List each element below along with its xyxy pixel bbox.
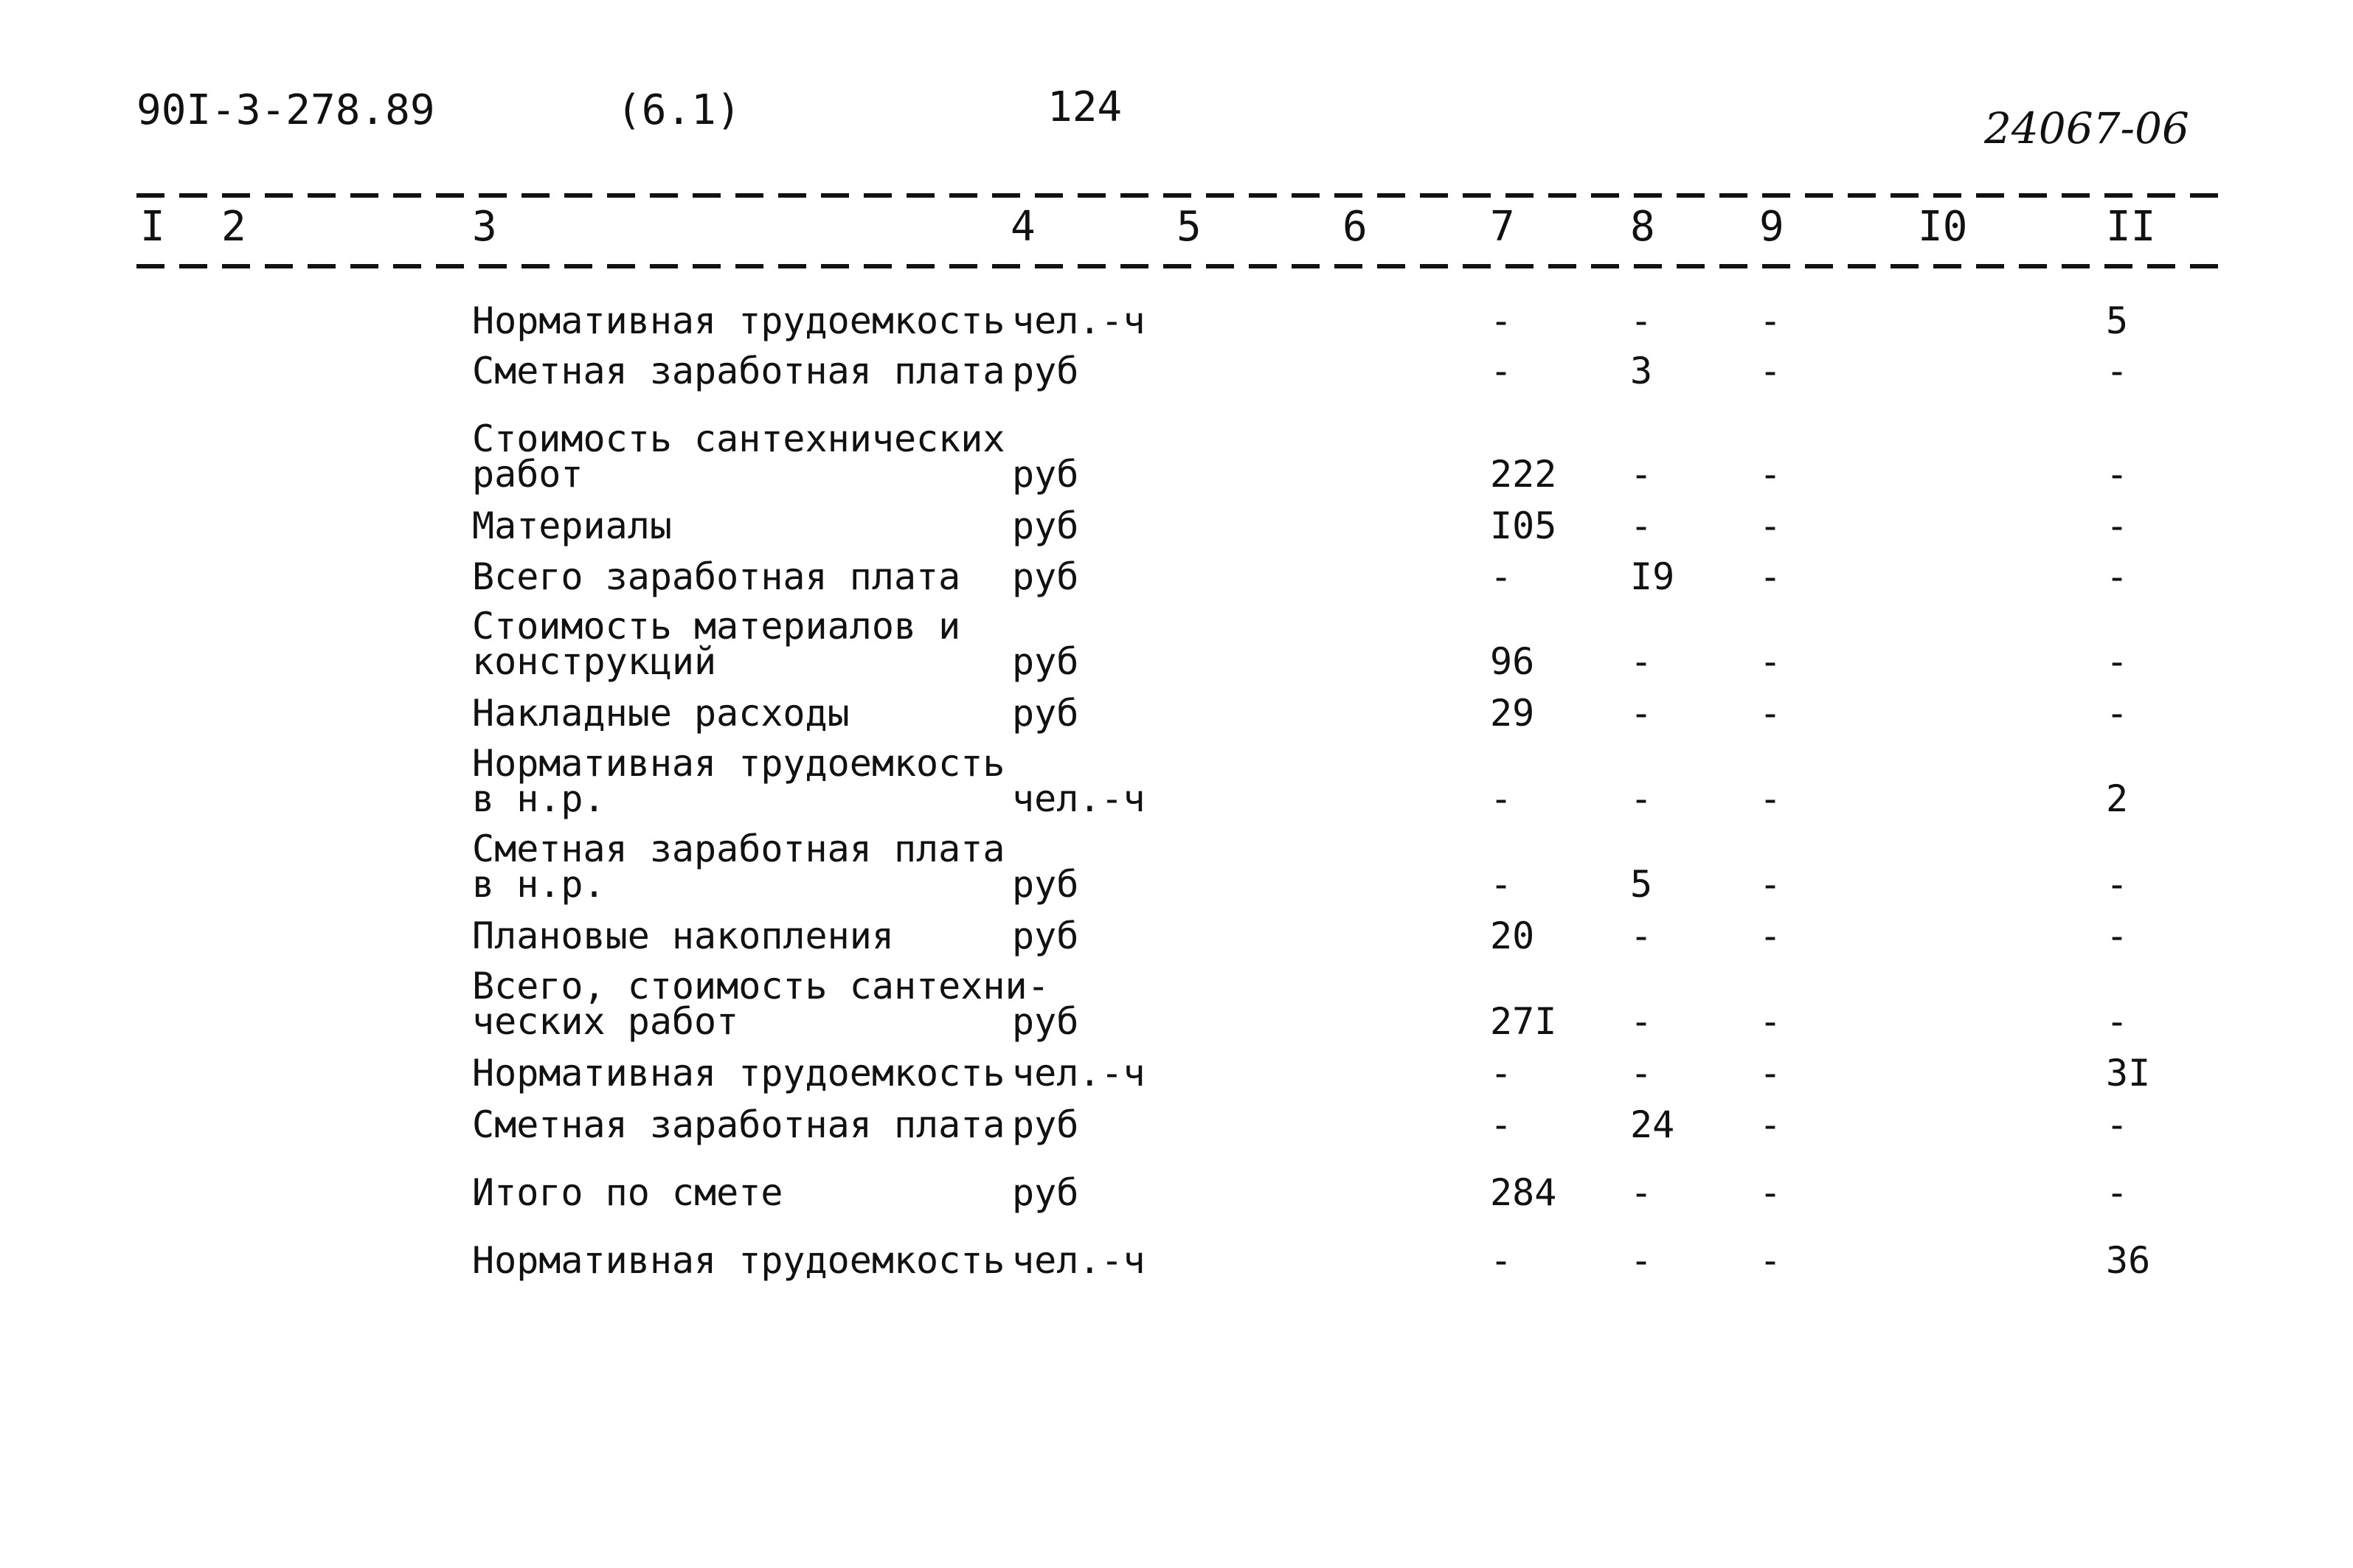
row-col11: 2 <box>2106 777 2129 820</box>
row-name: конструкций <box>472 640 717 683</box>
row-name: Нормативная трудоемкость <box>472 299 1005 342</box>
row-unit: чел.-ч <box>1012 1052 1146 1095</box>
row-col9: - <box>1759 350 1782 392</box>
row-name: Нормативная трудоемкость <box>472 1239 1005 1282</box>
row-col7: 29 <box>1490 692 1535 735</box>
row-col7: - <box>1490 1052 1513 1095</box>
column-header-6: 6 <box>1342 203 1368 251</box>
row-unit: руб <box>1012 640 1079 683</box>
column-header-9: 9 <box>1759 203 1784 251</box>
row-col7: 27I <box>1490 1000 1557 1043</box>
row-name: Сметная заработная плата <box>472 828 1005 870</box>
row-unit: чел.-ч <box>1012 777 1146 820</box>
row-col8: - <box>1630 692 1653 735</box>
row-unit: руб <box>1012 1000 1079 1043</box>
row-col8: 24 <box>1630 1103 1675 1146</box>
row-col7: - <box>1490 555 1513 598</box>
column-header-1: I <box>140 203 165 251</box>
row-col11: - <box>2106 1103 2129 1146</box>
row-name: Сметная заработная плата <box>472 350 1005 392</box>
row-col11: - <box>2106 504 2129 547</box>
row-col9: - <box>1759 692 1782 735</box>
row-name: в н.р. <box>472 777 606 820</box>
row-col9: - <box>1759 1239 1782 1282</box>
row-name: ческих работ <box>472 1000 739 1043</box>
row-col8: - <box>1630 1171 1653 1214</box>
row-name: в н.р. <box>472 863 606 906</box>
row-name: Накладные расходы <box>472 692 850 735</box>
handwritten-note: 24067-06 <box>1984 103 2189 153</box>
row-name: Стоимость материалов и <box>472 605 961 648</box>
column-header-5: 5 <box>1176 203 1202 251</box>
row-unit: руб <box>1012 863 1079 906</box>
header-rule-bottom <box>136 264 2231 268</box>
row-col11: - <box>2106 555 2129 598</box>
row-name: Стоимость сантехнических <box>472 417 1005 460</box>
row-col11: - <box>2106 453 2129 496</box>
row-unit: чел.-ч <box>1012 299 1146 342</box>
row-col8: - <box>1630 640 1653 683</box>
row-name: Плановые накопления <box>472 915 894 957</box>
row-col11: - <box>2106 1000 2129 1043</box>
column-header-4: 4 <box>1011 203 1036 251</box>
row-name: работ <box>472 453 583 496</box>
row-unit: руб <box>1012 915 1079 957</box>
row-col9: - <box>1759 453 1782 496</box>
row-col7: - <box>1490 299 1513 342</box>
row-col8: - <box>1630 1239 1653 1282</box>
column-header-3: 3 <box>472 203 497 251</box>
row-name: Нормативная трудоемкость <box>472 1052 1005 1095</box>
row-col7: - <box>1490 863 1513 906</box>
row-col7: 284 <box>1490 1171 1557 1214</box>
row-col8: - <box>1630 299 1653 342</box>
row-col11: - <box>2106 863 2129 906</box>
row-unit: руб <box>1012 504 1079 547</box>
row-col9: - <box>1759 299 1782 342</box>
row-col8: - <box>1630 1052 1653 1095</box>
row-name: Всего, стоимость сантехни- <box>472 965 1050 1007</box>
row-col8: 3 <box>1630 350 1653 392</box>
row-unit: руб <box>1012 692 1079 735</box>
row-col9: - <box>1759 1000 1782 1043</box>
page-number: 124 <box>1047 83 1123 131</box>
column-header-8: 8 <box>1630 203 1655 251</box>
row-col11: 3I <box>2106 1052 2151 1095</box>
row-col8: - <box>1630 915 1653 957</box>
row-col8: - <box>1630 1000 1653 1043</box>
row-col7: - <box>1490 1239 1513 1282</box>
row-col9: - <box>1759 1171 1782 1214</box>
row-col9: - <box>1759 504 1782 547</box>
row-col9: - <box>1759 863 1782 906</box>
row-col7: I05 <box>1490 504 1557 547</box>
row-name: Всего заработная плата <box>472 555 961 598</box>
row-col9: - <box>1759 1052 1782 1095</box>
row-unit: чел.-ч <box>1012 1239 1146 1282</box>
row-col8: I9 <box>1630 555 1675 598</box>
row-unit: руб <box>1012 453 1079 496</box>
row-col11: - <box>2106 350 2129 392</box>
row-col11: - <box>2106 1171 2129 1214</box>
row-name: Сметная заработная плата <box>472 1103 1005 1146</box>
row-unit: руб <box>1012 555 1079 598</box>
row-col11: 5 <box>2106 299 2129 342</box>
header-rule-top <box>136 193 2231 198</box>
row-name: Нормативная трудоемкость <box>472 742 1005 785</box>
row-col11: - <box>2106 692 2129 735</box>
row-col7: - <box>1490 777 1513 820</box>
row-col7: - <box>1490 350 1513 392</box>
document-code: 90I-3-278.89 <box>136 86 435 134</box>
row-col9: - <box>1759 777 1782 820</box>
column-header-11: II <box>2106 203 2156 251</box>
row-col8: - <box>1630 504 1653 547</box>
row-col9: - <box>1759 640 1782 683</box>
row-unit: руб <box>1012 1103 1079 1146</box>
row-col9: - <box>1759 555 1782 598</box>
row-name: Итого по смете <box>472 1171 783 1214</box>
row-col11: - <box>2106 915 2129 957</box>
row-unit: руб <box>1012 1171 1079 1214</box>
row-col11: 36 <box>2106 1239 2151 1282</box>
row-col7: 20 <box>1490 915 1535 957</box>
row-col7: 222 <box>1490 453 1557 496</box>
row-unit: руб <box>1012 350 1079 392</box>
column-header-10: I0 <box>1918 203 1968 251</box>
row-col8: 5 <box>1630 863 1653 906</box>
row-col7: - <box>1490 1103 1513 1146</box>
row-col9: - <box>1759 915 1782 957</box>
row-col9: - <box>1759 1103 1782 1146</box>
section-number: (6.1) <box>617 86 741 134</box>
row-col7: 96 <box>1490 640 1535 683</box>
column-header-7: 7 <box>1490 203 1515 251</box>
row-name: Материалы <box>472 504 672 547</box>
row-col11: - <box>2106 640 2129 683</box>
row-col8: - <box>1630 777 1653 820</box>
row-col8: - <box>1630 453 1653 496</box>
column-header-2: 2 <box>221 203 246 251</box>
